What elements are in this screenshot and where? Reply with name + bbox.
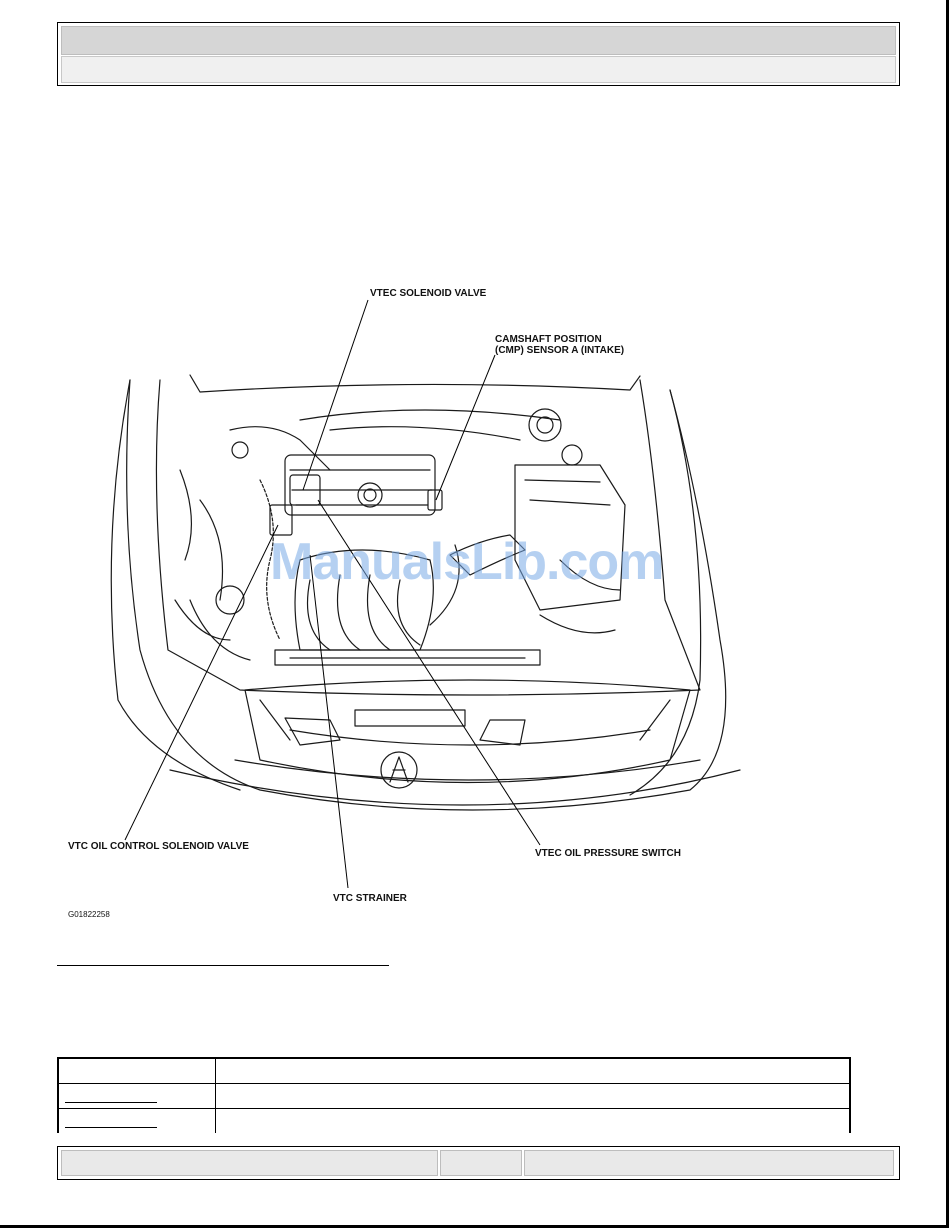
figure-code: G01822258 — [68, 910, 110, 919]
label-vtc-strainer: VTC STRAINER — [333, 893, 407, 904]
label-cmp-sensor-line1: CAMSHAFT POSITION — [495, 334, 602, 345]
table-row — [59, 1059, 849, 1083]
footer-cell-middle — [440, 1150, 522, 1176]
table-row — [59, 1083, 849, 1108]
table-link[interactable] — [65, 1102, 157, 1103]
engine-cover — [285, 455, 435, 515]
footer-box — [57, 1146, 900, 1180]
label-vtc-oil-control-solenoid: VTC OIL CONTROL SOLENOID VALVE — [68, 841, 249, 852]
leader-vtc-strainer — [310, 555, 348, 888]
leader-cmp-sensor — [436, 355, 495, 500]
label-vtec-solenoid-valve: VTEC SOLENOID VALVE — [370, 288, 487, 299]
label-vtec-oil-pressure-switch: VTEC OIL PRESSURE SWITCH — [535, 848, 681, 859]
table-row — [59, 1108, 849, 1133]
label-cmp-sensor-line2: (CMP) SENSOR A (INTAKE) — [495, 345, 625, 356]
info-table — [57, 1057, 851, 1133]
leader-vtc-oil-control — [125, 525, 278, 840]
watermark-logo: ManualsLib.com — [270, 533, 664, 591]
footer-cell-left — [61, 1150, 438, 1176]
table-link[interactable] — [65, 1127, 157, 1128]
section-divider — [57, 965, 389, 966]
leader-vtec-solenoid — [303, 300, 368, 490]
footer-cell-right — [524, 1150, 894, 1176]
